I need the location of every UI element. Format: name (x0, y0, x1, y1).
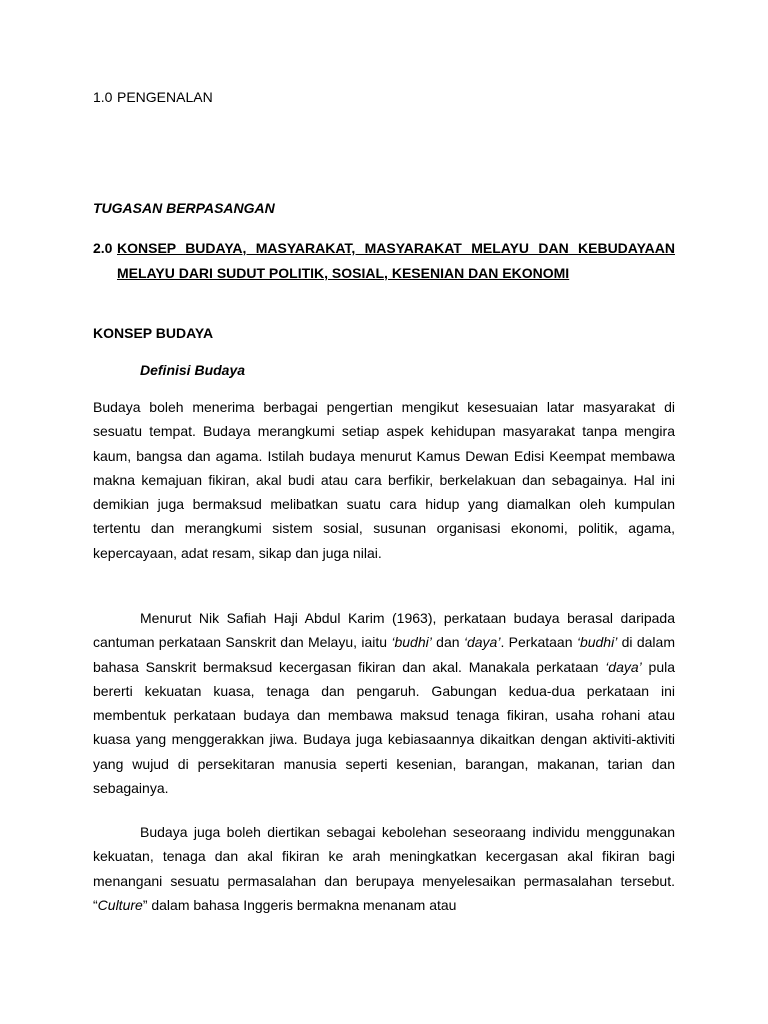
body-paragraph-3 (93, 820, 675, 930)
intro-heading (93, 88, 213, 106)
definition-subheading: Definisi Budaya (140, 362, 246, 378)
paragraph-2-text-3: . Perkataan (500, 634, 577, 651)
paragraph-2-text-5: pula bererti kekuatan kuasa, tenaga dan pengaruh. Gabungan kedua-dua perkataan ini membentuk perkataan budaya dan membawa maksud tenaga fikiran, usaha rohani atau kuasa yang menggerakkan jiwa. Budaya juga kebiasaannya dikaitkan dengan aktiviti-aktiviti yang wujud di persekitaran manusia seperti kesenian, barangan, makanan, tarian dan sebagainya. (93, 658, 676, 797)
paragraph-3-text-1: Budaya juga boleh diertikan sebagai kebolehan seseoraang individu menggunakan kekuatan, tenaga dan akal fikiran ke arah meningkatkan kecergasan akal fikiran bagi menangani sesuatu permasalahan dan berupaya menyelesaikan permasalahan tersebut. “ (93, 824, 675, 913)
term-daya: ‘daya’ (463, 634, 501, 651)
term-culture: Culture (97, 896, 143, 913)
assignment-label: TUGASAN BERPASANGAN (93, 200, 275, 216)
term-daya-second: ‘daya’ (605, 658, 642, 675)
paragraph-3-text-2: ” dalam bahasa Inggeris bermakna menanam atau (142, 896, 457, 913)
paragraph-2-text-2: dan (431, 634, 464, 651)
concept-heading: KONSEP BUDAYA (93, 325, 214, 341)
section-title: KONSEP BUDAYA, MASYARAKAT, MASYARAKAT MELAYU DAN KEBUDAYAAN MELAYU DARI SUDUT POLITIK, SOSIAL, KESENIAN DAN EKONOMI (117, 240, 675, 281)
body-paragraph-1: Budaya boleh menerima berbagai pengertian mengikut kesesuaian latar masyarakat di sesuatu tempat. Budaya merangkumi setiap aspek kehidupan masyarakat tanpa mengira kaum, bangsa dan agama. Istilah budaya menurut Kamus Dewan Edisi Keempat membawa makna kemajuan fikiran, akal budi atau cara berfikir, berkelakuan dan sebagainya. Hal ini demikian juga bermaksud melibatkan suatu cara hidup yang diamalkan oleh kumpulan tertentu dan merangkumi sistem sosial, susunan organisasi ekonomi, politik, agama, kepercayaan, adat resam, sikap dan juga nilai. (93, 399, 675, 561)
term-budhi-second: ‘budhi’ (576, 634, 618, 651)
paragraph-2-text-1: Menurut Nik Safiah Haji Abdul Karim (1963), perkataan budaya berasal daripada cantuman perkataan Sanskrit dan Melayu, iaitu (93, 610, 675, 651)
intro-title: PENGENALAN (117, 89, 213, 105)
intro-number: 1.0 (93, 89, 113, 105)
section-number: 2.0 (93, 240, 113, 256)
paragraph-2-text-4: di dalam bahasa Sanskrit bermaksud kecergasan fikiran dan akal. Manakala perkataan (93, 634, 675, 675)
body-paragraph-2 (93, 606, 675, 800)
term-budhi: ‘budhi’ (391, 634, 432, 651)
